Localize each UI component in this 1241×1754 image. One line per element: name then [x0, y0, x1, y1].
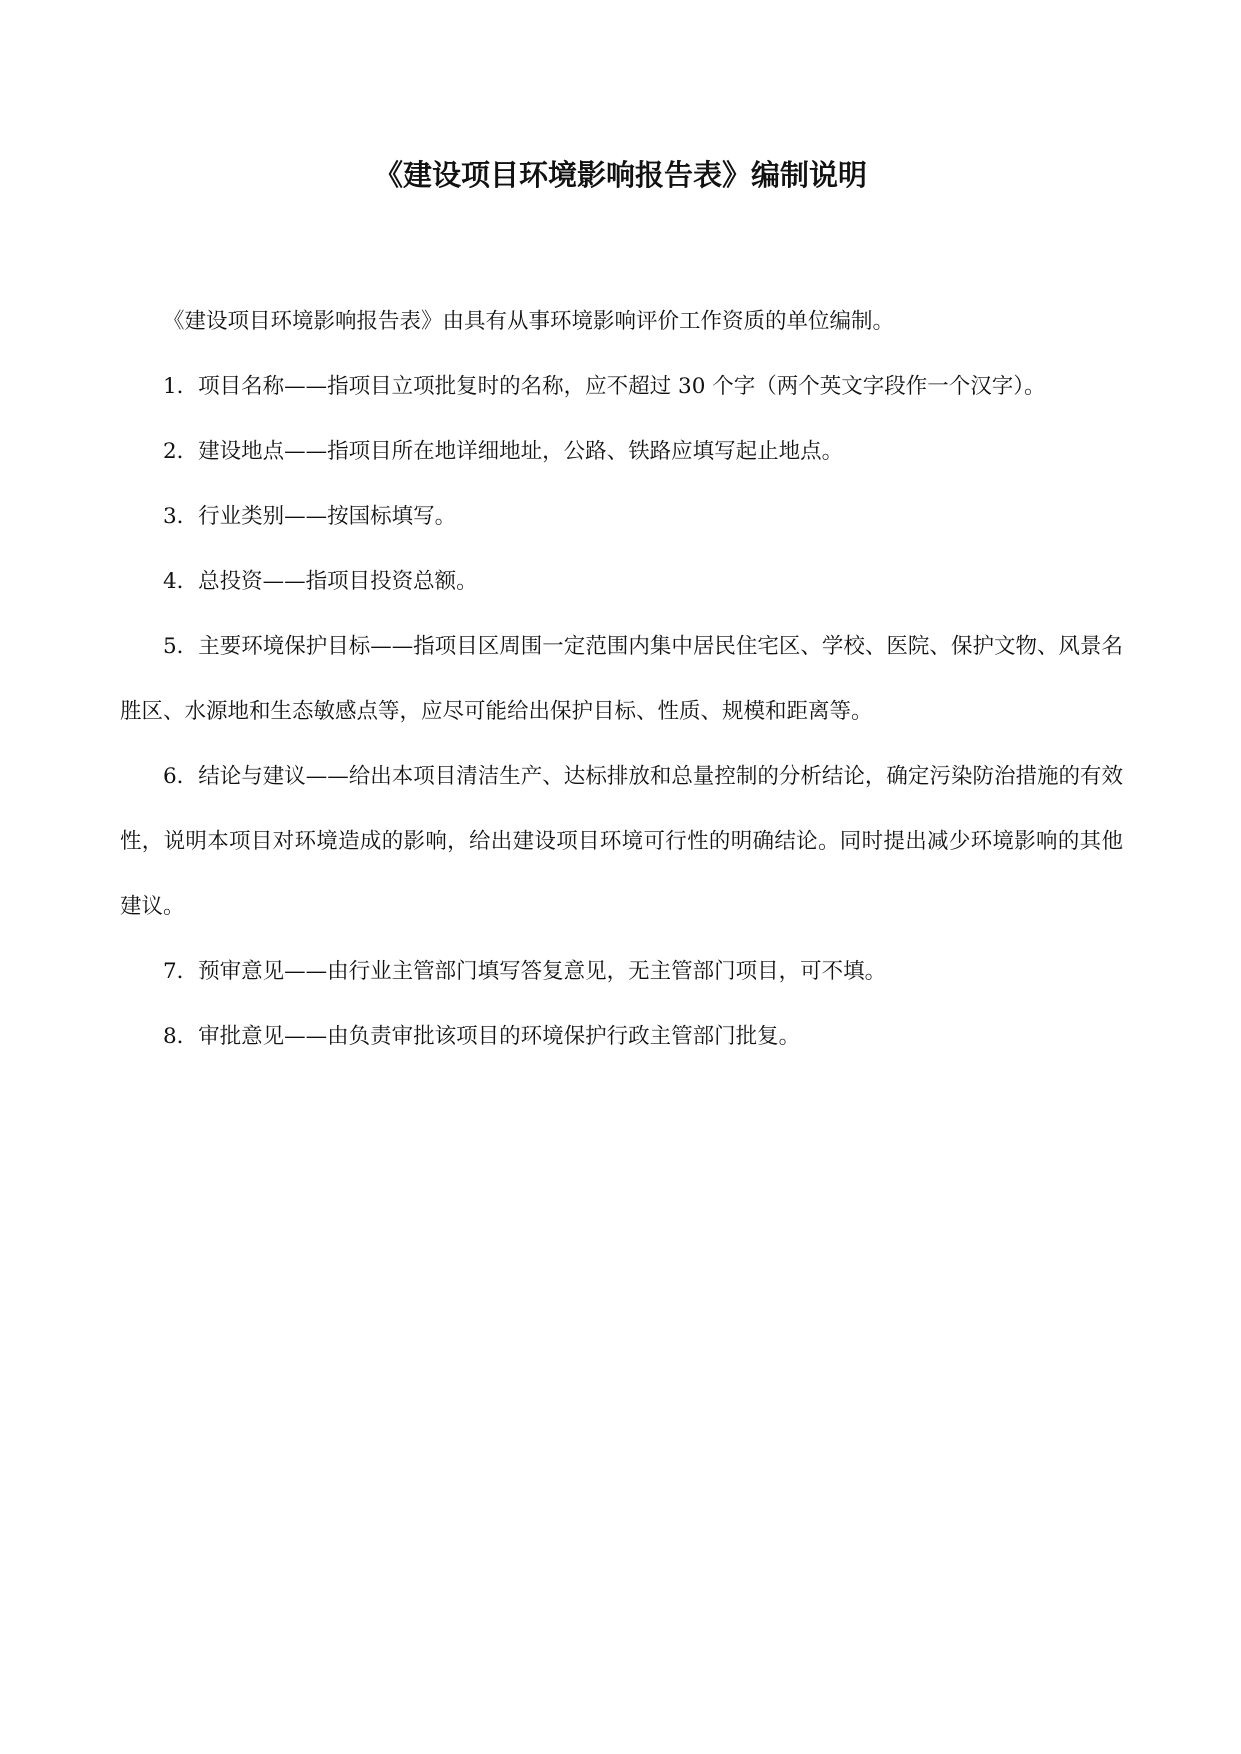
document-body — [120, 289, 1123, 1069]
item-industry-category: 3．行业类别——按国标填写。 — [163, 504, 457, 529]
item-approval-opinion: 8．审批意见——由负责审批该项目的环境保护行政主管部门批复。 — [163, 1024, 801, 1049]
item-construction-site: 2．建设地点——指项目所在地详细地址，公路、铁路应填写起止地点。 — [163, 439, 844, 464]
item-preliminary-review: 7．预审意见——由行业主管部门填写答复意见，无主管部门项目，可不填。 — [163, 959, 887, 984]
document-title: 《建设项目环境影响报告表》编制说明 — [373, 158, 867, 192]
intro-paragraph: 《建设项目环境影响报告表》由具有从事环境影响评价工作资质的单位编制。 — [163, 309, 895, 334]
item-conclusions: 6．结论与建议——给出本项目清洁生产、达标排放和总量控制的分析结论，确定污染防治措施的有效性，说明本项目对环境造成的影响，给出建设项目环境可行性的明确结论。同时提出减少环境影响的其他建议。 — [120, 764, 1123, 919]
item-protection-targets: 5．主要环境保护目标——指项目区周围一定范围内集中居民住宅区、学校、医院、保护文物、风景名胜区、水源地和生态敏感点等，应尽可能给出保护目标、性质、规模和距离等。 — [120, 634, 1123, 724]
item-project-name: 1．项目名称——指项目立项批复时的名称，应不超过 30 个字（两个英文字段作一个汉字）。 — [163, 374, 1046, 399]
item-total-investment: 4．总投资——指项目投资总额。 — [163, 569, 478, 594]
